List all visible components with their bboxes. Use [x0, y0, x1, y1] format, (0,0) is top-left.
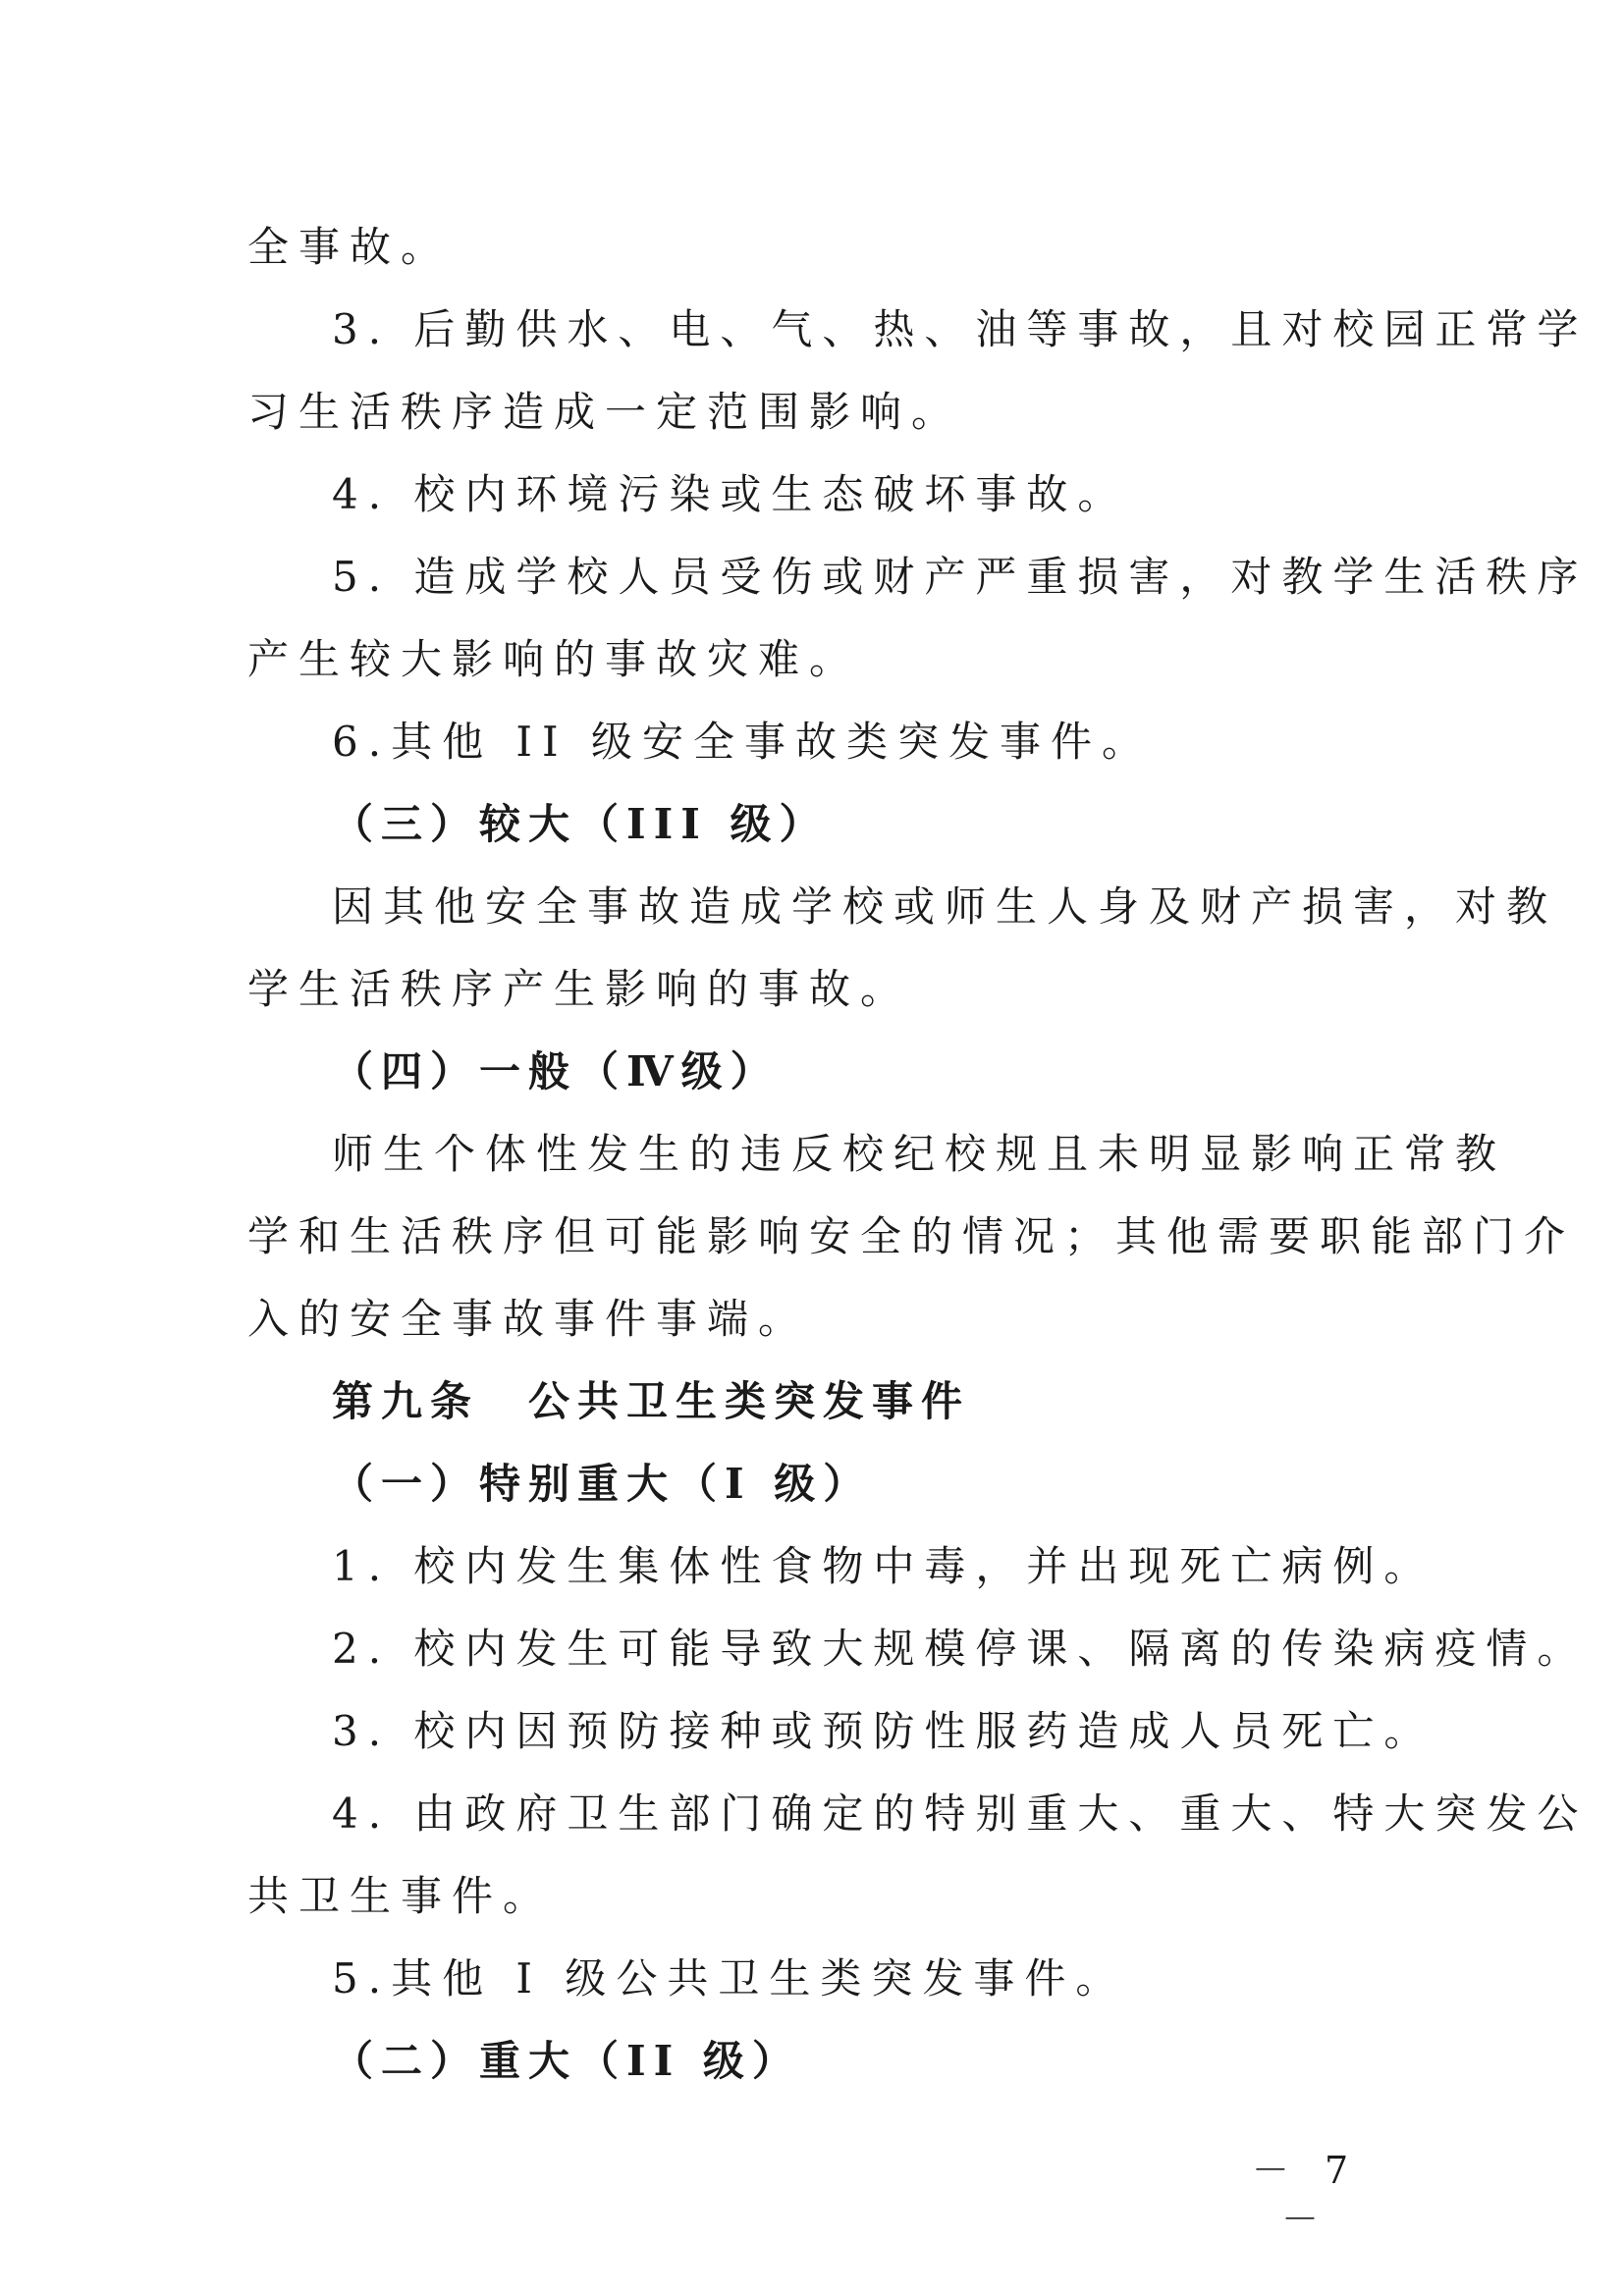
list-item-5: 5. 造成学校人员受伤或财产严重损害，对教学生活秩序 [332, 553, 1589, 601]
body-line: 学生活秩序产生影响的事故。 [247, 965, 912, 1013]
body-paragraph: 因其他安全事故造成学校或师生人身及财产损害，对教 [332, 882, 1558, 931]
body-line: 产生较大影响的事故灾难。 [247, 635, 861, 683]
body-line: 全事故。 [247, 223, 453, 271]
list-item-2: 2. 校内发生可能导致大规模停课、隔离的传染病疫情。 [332, 1625, 1589, 1673]
body-line: 习生活秩序造成一定范围影响。 [247, 388, 963, 436]
section-heading-level-4: （四）一般（Ⅳ级） [332, 1047, 780, 1095]
list-item-4: 4. 校内环境污染或生态破坏事故。 [332, 470, 1129, 518]
list-item-3: 3. 校内因预防接种或预防性服药造成人员死亡。 [332, 1707, 1435, 1755]
body-line: 入的安全事故事件事端。 [247, 1295, 810, 1343]
article-heading: 第九条 公共卫生类突发事件 [332, 1377, 971, 1425]
body-paragraph: 师生个体性发生的违反校纪校规且未明显影响正常教 [332, 1130, 1507, 1178]
list-item-4: 4. 由政府卫生部门确定的特别重大、重大、特大突发公 [332, 1789, 1589, 1838]
section-heading-level-3: （三）较大（III 级） [332, 800, 829, 848]
list-item-5: 5.其他 I 级公共卫生类突发事件。 [332, 1954, 1127, 2002]
body-line: 共卫生事件。 [247, 1872, 555, 1920]
list-item-1: 1. 校内发生集体性食物中毒，并出现死亡病例。 [332, 1542, 1435, 1590]
page-number: － 7 － [1251, 2149, 1361, 2241]
section-heading-level-1: （一）特别重大（I 级） [332, 1460, 873, 1508]
section-heading-level-2: （二）重大（II 级） [332, 2037, 801, 2085]
list-item-3: 3. 后勤供水、电、气、热、油等事故，且对校园正常学 [332, 305, 1589, 353]
body-line: 学和生活秩序但可能影响安全的情况；其他需要职能部门介 [247, 1212, 1576, 1260]
list-item-6: 6.其他 II 级安全事故类突发事件。 [332, 718, 1153, 766]
